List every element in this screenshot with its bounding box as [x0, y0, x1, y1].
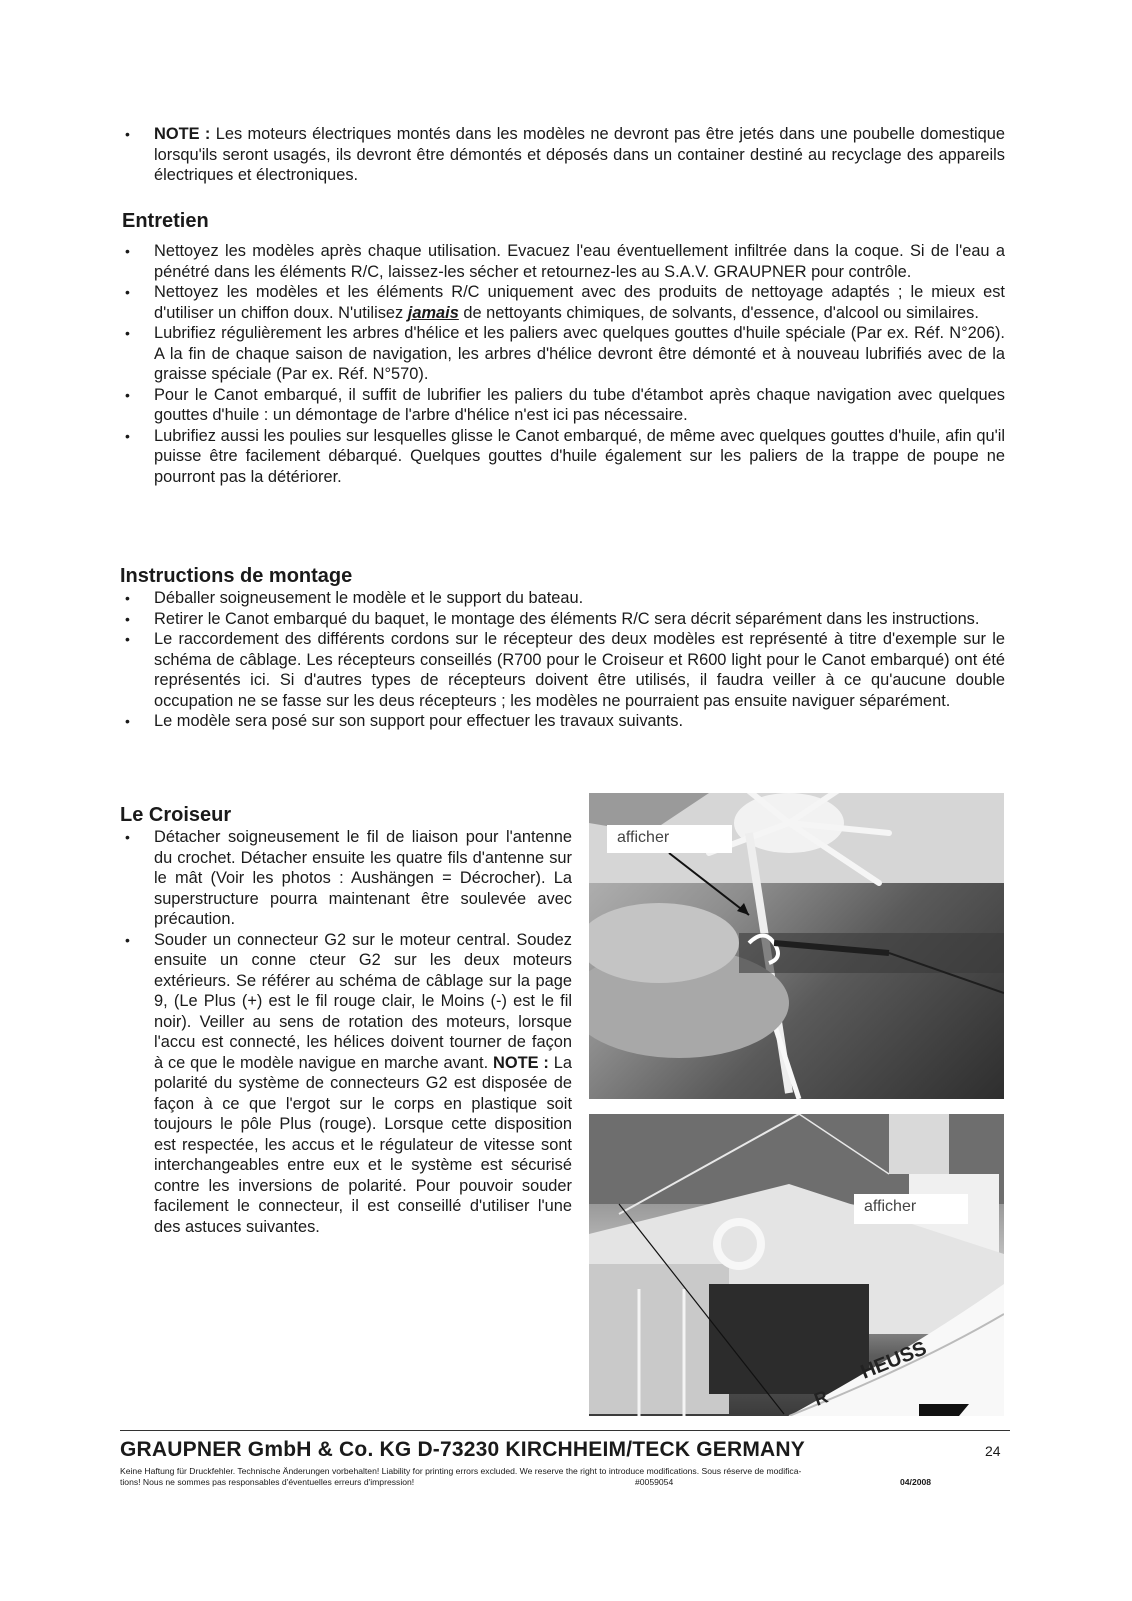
note-label: NOTE : — [154, 125, 211, 143]
list-item-text: Nettoyez les modèles et les éléments R/C uniquement avec des produits de nettoyage adaptés ; le mieux est d'utiliser un chiffon doux. N'utilisez — [154, 283, 1005, 322]
list-item-text: La polarité du système de connecteurs G2 est disposée de façon à ce que l'ergot sur le corps en plastique soit toujours le pôle Plus (rouge). Lorsque cette disposition est respectée, les accus et le régulateur de vitesse sont interchangeables entre eux et le système est sécurisé contre les inversions de polarité. Pour pouvoir souder facilement le connecteur, il est conseillé d'utiliser l'une des astuces suivantes. — [154, 1053, 572, 1236]
montage-list — [120, 588, 1005, 732]
emphasis-text: jamais — [407, 303, 459, 322]
entretien-section — [120, 241, 1005, 487]
list-item: • Le raccordement des différents cordons sur le récepteur des deux modèles est représenté à titre d'exemple sur le schéma de câblage. Les récepteurs conseillés (R700 pour le Croiseur et R600 light pour le Canot embarqué) ont été représentés ici. Si d'autres types de récepteurs doivent être utilisés, il faudra veiller à ce qu'aucune double occupation ne se fasse sur les deus récepteurs ; les modèles ne pourraient pas ensuite naviguer séparément. — [120, 629, 1005, 711]
disclaimer-line: Keine Haftung für Druckfehler. Technische Änderungen vorbehalten! Liability for printing errors excluded. We reserve the right to introduce modifications. Sous réserve de modifica- — [120, 1466, 802, 1476]
footer-divider — [120, 1430, 1010, 1431]
list-item: • Détacher soigneusement le fil de liaison pour l'antenne du crochet. Détacher ensuite les quatre fils d'antenne sur le mât (Voir les photos : Aushängen = Décrocher). La superstructure pourra maintenant être soulevée avec précaution. — [120, 827, 572, 930]
list-item — [120, 282, 1005, 323]
croiseur-section — [120, 827, 572, 1237]
list-item-text: de nettoyants chimiques, de solvants, d'essence, d'alcool ou similaires. — [458, 303, 979, 322]
montage-section — [120, 588, 1005, 732]
entretien-list — [120, 241, 1005, 487]
page-number: 24 — [985, 1443, 1001, 1459]
note-label: NOTE : — [493, 1053, 549, 1072]
list-item — [120, 124, 1005, 186]
disclaimer-line-2 — [120, 1477, 1010, 1488]
list-item: • Lubrifiez régulièrement les arbres d'hélice et les paliers avec quelques gouttes d'huile spéciale (Par ex. Réf. N°206). A la fin de chaque saison de navigation, les arbres d'hélice devront être démonté et à nouveau lubrifiés avec de la graisse spéciale (Par ex. Réf. N°570). — [120, 323, 1005, 385]
photo-boat-deck — [589, 1114, 1004, 1416]
disclaimer-line: tions! Nous ne sommes pas responsables d'éventuelles erreurs d'impression! — [120, 1477, 415, 1487]
list-item: • Retirer le Canot embarqué du baquet, le montage des éléments R/C sera décrit séparément dans les instructions. — [120, 609, 1005, 630]
section-heading-entretien: Entretien — [122, 210, 209, 232]
list-item: • Déballer soigneusement le modèle et le support du bateau. — [120, 588, 1005, 609]
section-heading-croiseur: Le Croiseur — [120, 804, 232, 826]
hull-lettering: R — [811, 1386, 831, 1410]
photo-label: afficher — [854, 1194, 968, 1224]
reference-number: #0059054 — [635, 1477, 674, 1487]
note-text: Les moteurs électriques montés dans les modèles ne devront pas être jetés dans une poubelle domestique lorsqu'ils seront usagés, ils devront être démontés et déposés dans un container destiné au recyclage des appareils électriques et électroniques. — [154, 125, 1005, 184]
list-item: • Pour le Canot embarqué, il suffit de lubrifier les paliers du tube d'étambot après chaque navigation avec quelques gouttes d'huile : un démontage de l'arbre d'hélice n'est ici pas nécessaire. — [120, 385, 1005, 426]
footer-company: GRAUPNER GmbH & Co. KG D-73230 KIRCHHEIM/TECK GERMANY — [120, 1438, 805, 1461]
note-list — [120, 124, 1005, 186]
edition-date: 04/2008 — [900, 1477, 932, 1487]
photo-boat-deck-drawing — [589, 1114, 1004, 1416]
footer-disclaimer — [120, 1466, 1010, 1488]
hull-lettering: HEUSS — [857, 1337, 930, 1384]
photo-label: afficher — [607, 825, 732, 853]
section-heading-montage: Instructions de montage — [120, 565, 353, 587]
list-item: • Le modèle sera posé sur son support pour effectuer les travaux suivants. — [120, 711, 1005, 732]
list-item: • Lubrifiez aussi les poulies sur lesquelles glisse le Canot embarqué, de même avec quelques gouttes d'huile, afin qu'il puisse être facilement débarqué. Quelques gouttes d'huile également sur les paliers de la trappe de poupe ne pourront pas la détériorer. — [120, 426, 1005, 488]
note-section — [120, 124, 1005, 186]
photo-antenna-hook — [589, 793, 1004, 1099]
list-item: • Nettoyez les modèles après chaque utilisation. Evacuez l'eau éventuellement infiltrée dans la coque. Si de l'eau a pénétré dans les éléments R/C, laissez-les sécher et retournez-les au S.A.V. GRAUPNER pour contrôle. — [120, 241, 1005, 282]
list-item — [120, 930, 572, 1238]
list-item-text: Souder un connecteur G2 sur le moteur central. Soudez ensuite un conne cteur G2 sur les deux moteurs extérieurs. Se référer au schéma de câblage sur la page 9, (Le Plus (+) est le fil rouge clair, le Moins (-) est le fil noir). Veiller au sens de rotation des moteurs, lorsque l'accu est connecté, les hélices doivent tourner de façon à ce que le modèle navigue en marche avant. — [154, 930, 572, 1072]
croiseur-list — [120, 827, 572, 1237]
